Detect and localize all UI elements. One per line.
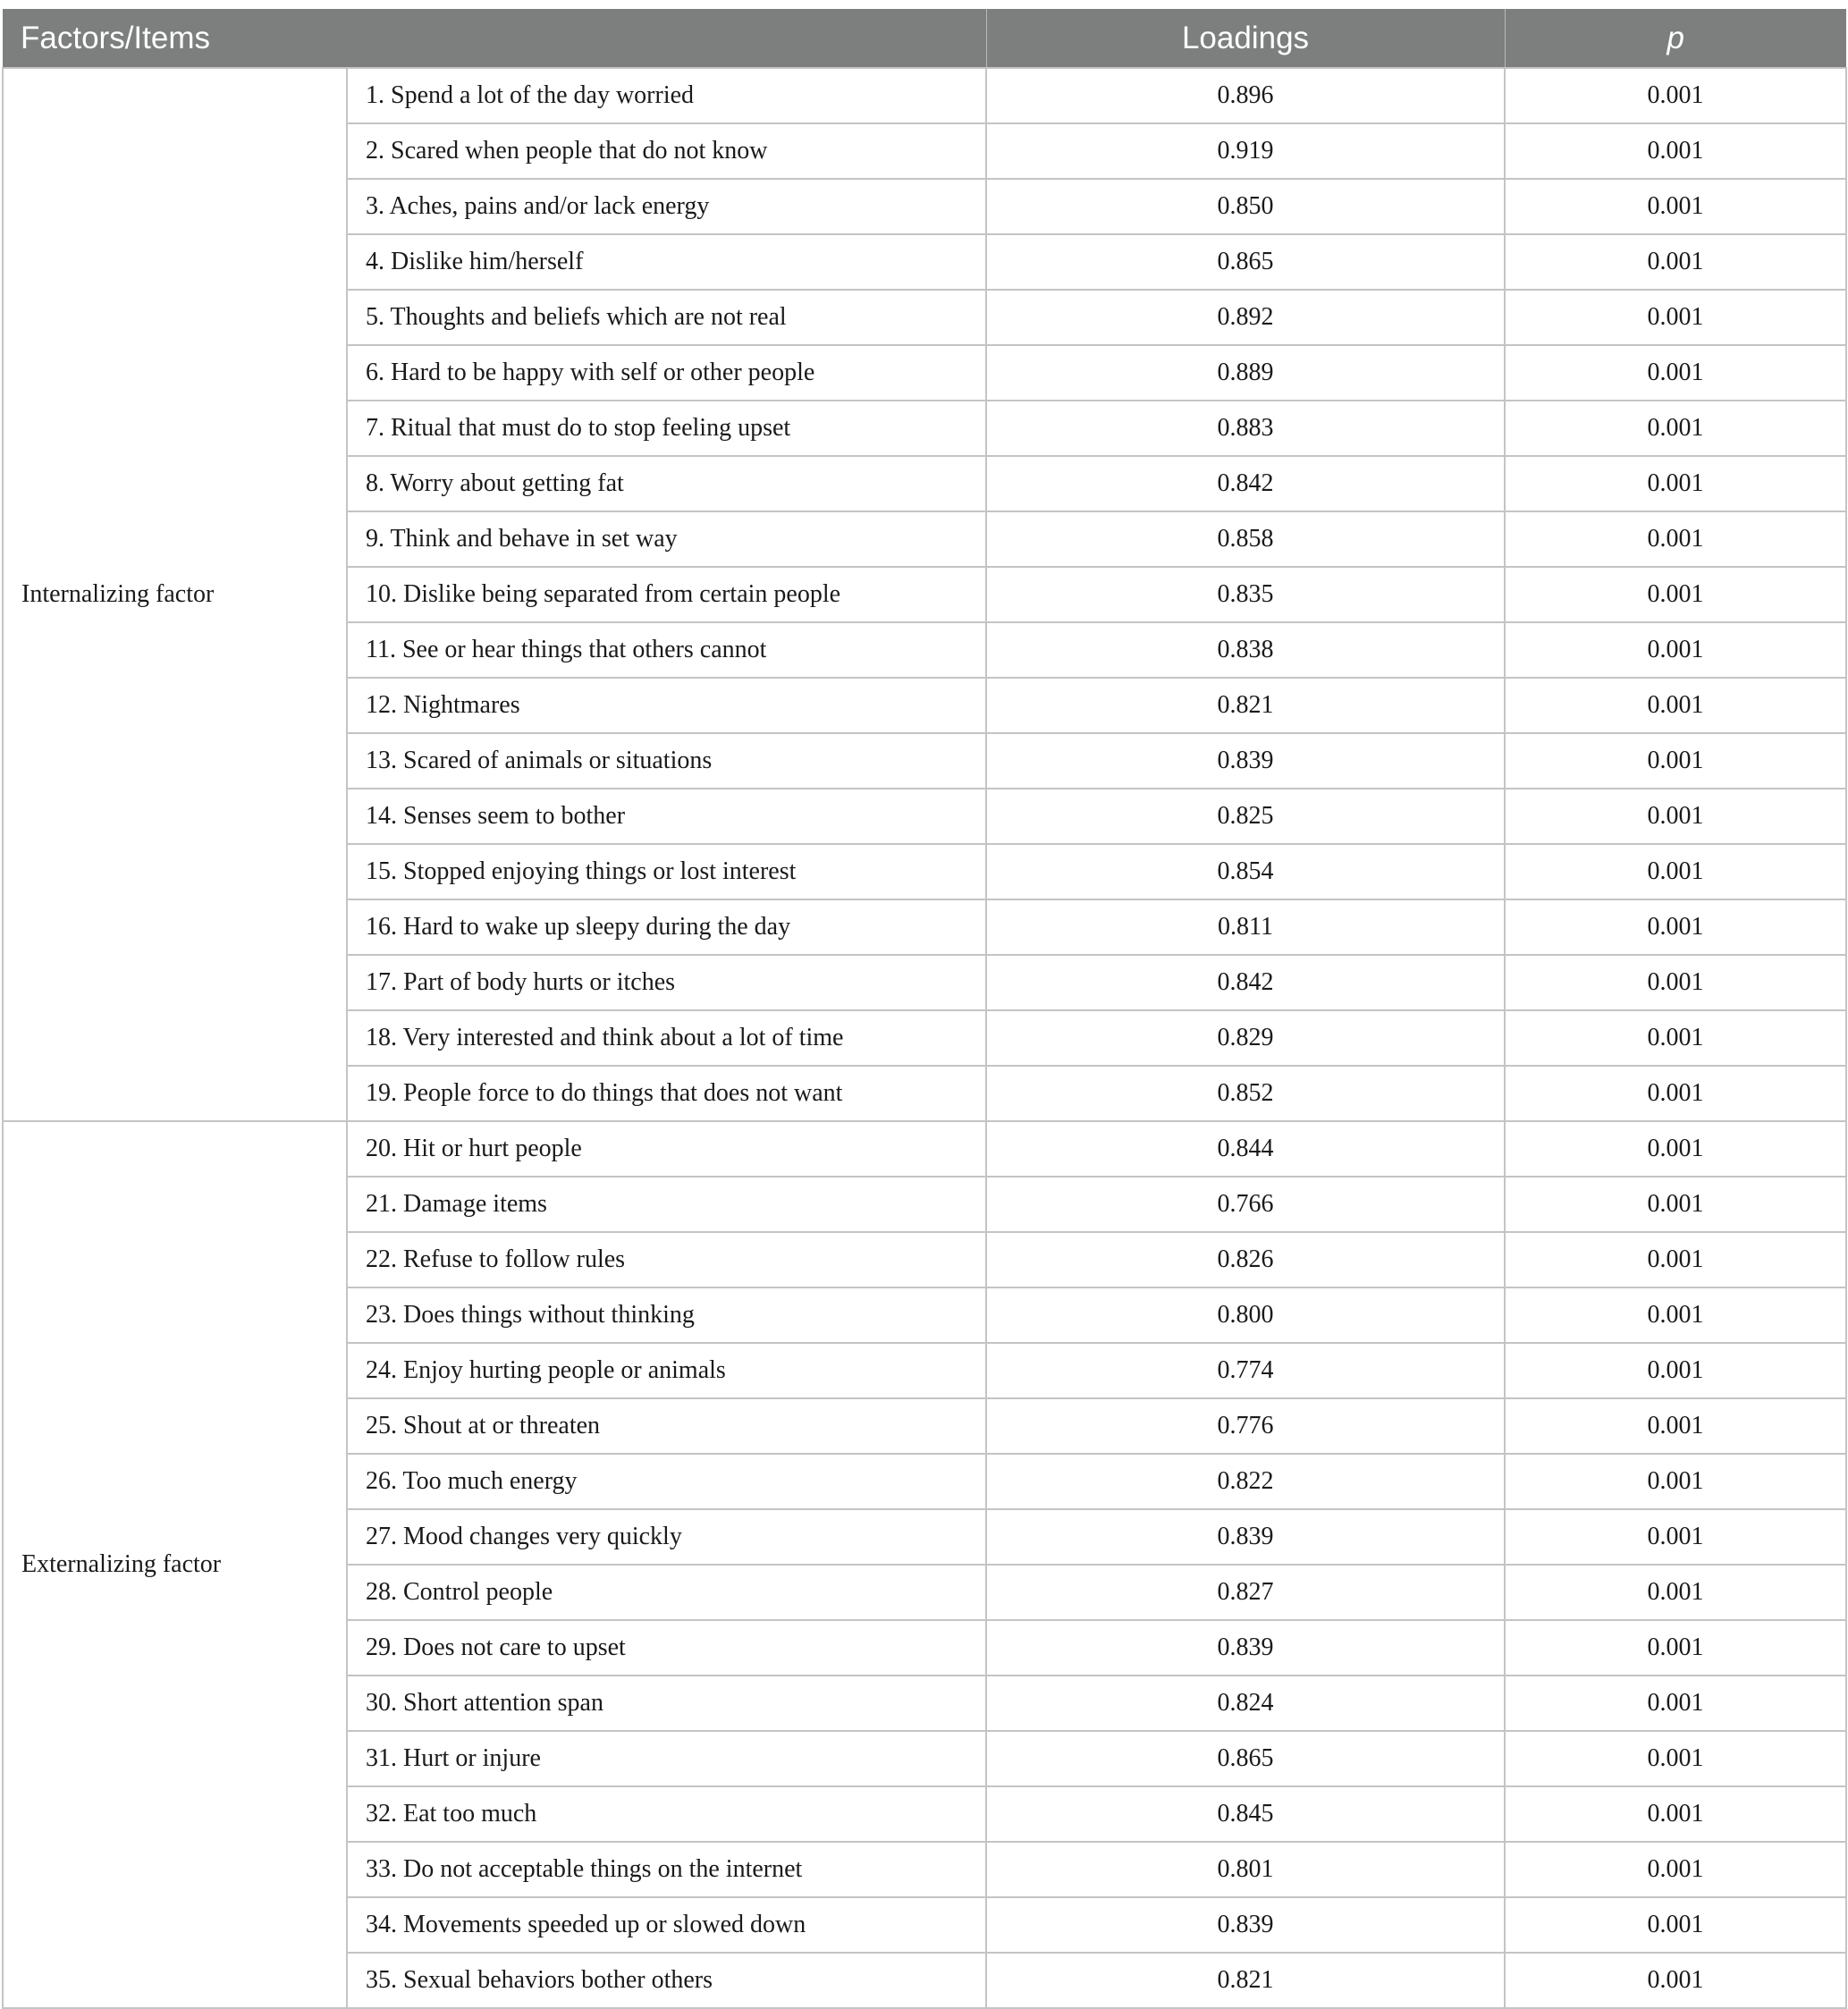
loading-value: 0.858 — [986, 511, 1505, 567]
item-label: 25. Shout at or threaten — [347, 1398, 986, 1454]
item-label: 26. Too much energy — [347, 1454, 986, 1509]
item-label: 4. Dislike him/herself — [347, 234, 986, 290]
header-loadings: Loadings — [986, 9, 1505, 68]
item-label: 30. Short attention span — [347, 1676, 986, 1731]
loading-value: 0.774 — [986, 1343, 1505, 1398]
item-label: 15. Stopped enjoying things or lost interest — [347, 844, 986, 899]
header-row — [3, 9, 1846, 68]
p-value: 0.001 — [1505, 1010, 1846, 1066]
p-value: 0.001 — [1505, 1897, 1846, 1953]
p-value: 0.001 — [1505, 1121, 1846, 1177]
item-label: 14. Senses seem to bother — [347, 789, 986, 844]
p-value: 0.001 — [1505, 290, 1846, 345]
loading-value: 0.865 — [986, 234, 1505, 290]
loading-value: 0.839 — [986, 733, 1505, 789]
p-value: 0.001 — [1505, 789, 1846, 844]
loading-value: 0.839 — [986, 1620, 1505, 1676]
p-value: 0.001 — [1505, 955, 1846, 1010]
loading-value: 0.829 — [986, 1010, 1505, 1066]
item-label: 1. Spend a lot of the day worried — [347, 68, 986, 123]
item-label: 27. Mood changes very quickly — [347, 1509, 986, 1565]
item-label: 6. Hard to be happy with self or other people — [347, 345, 986, 401]
loading-value: 0.826 — [986, 1232, 1505, 1287]
loading-value: 0.776 — [986, 1398, 1505, 1454]
p-value: 0.001 — [1505, 1343, 1846, 1398]
p-value: 0.001 — [1505, 1232, 1846, 1287]
p-value: 0.001 — [1505, 456, 1846, 511]
table-header — [3, 9, 1846, 68]
factor-label: Externalizing factor — [3, 1121, 347, 2008]
loading-value: 0.850 — [986, 179, 1505, 234]
item-label: 24. Enjoy hurting people or animals — [347, 1343, 986, 1398]
loading-value: 0.854 — [986, 844, 1505, 899]
p-value: 0.001 — [1505, 1398, 1846, 1454]
header-factors-items: Factors/Items — [3, 9, 986, 68]
p-value: 0.001 — [1505, 68, 1846, 123]
factor-loadings-table — [2, 9, 1847, 2009]
loading-value: 0.844 — [986, 1121, 1505, 1177]
loading-value: 0.838 — [986, 622, 1505, 678]
loading-value: 0.811 — [986, 899, 1505, 955]
loading-value: 0.822 — [986, 1454, 1505, 1509]
loading-value: 0.892 — [986, 290, 1505, 345]
p-value: 0.001 — [1505, 899, 1846, 955]
item-label: 17. Part of body hurts or itches — [347, 955, 986, 1010]
loading-value: 0.824 — [986, 1676, 1505, 1731]
p-value: 0.001 — [1505, 844, 1846, 899]
loading-value: 0.919 — [986, 123, 1505, 179]
loading-value: 0.889 — [986, 345, 1505, 401]
item-label: 28. Control people — [347, 1565, 986, 1620]
loading-value: 0.845 — [986, 1786, 1505, 1842]
item-label: 35. Sexual behaviors bother others — [347, 1953, 986, 2008]
loading-value: 0.839 — [986, 1509, 1505, 1565]
item-label: 16. Hard to wake up sleepy during the day — [347, 899, 986, 955]
loading-value: 0.852 — [986, 1066, 1505, 1121]
item-label: 31. Hurt or injure — [347, 1731, 986, 1786]
p-value: 0.001 — [1505, 345, 1846, 401]
item-label: 32. Eat too much — [347, 1786, 986, 1842]
p-value: 0.001 — [1505, 1287, 1846, 1343]
p-value: 0.001 — [1505, 1731, 1846, 1786]
loading-value: 0.800 — [986, 1287, 1505, 1343]
p-value: 0.001 — [1505, 1620, 1846, 1676]
loading-value: 0.842 — [986, 456, 1505, 511]
item-label: 10. Dislike being separated from certain people — [347, 567, 986, 622]
loading-value: 0.821 — [986, 1953, 1505, 2008]
p-value: 0.001 — [1505, 567, 1846, 622]
item-label: 7. Ritual that must do to stop feeling upset — [347, 401, 986, 456]
factor-label: Internalizing factor — [3, 68, 347, 1121]
item-label: 19. People force to do things that does not want — [347, 1066, 986, 1121]
loading-value: 0.896 — [986, 68, 1505, 123]
p-value: 0.001 — [1505, 234, 1846, 290]
table-body — [3, 68, 1846, 2008]
item-label: 12. Nightmares — [347, 678, 986, 733]
table-row — [3, 68, 1846, 123]
p-value: 0.001 — [1505, 1066, 1846, 1121]
p-value: 0.001 — [1505, 179, 1846, 234]
header-p-value: p — [1505, 9, 1846, 68]
p-value: 0.001 — [1505, 1565, 1846, 1620]
p-value: 0.001 — [1505, 1786, 1846, 1842]
item-label: 22. Refuse to follow rules — [347, 1232, 986, 1287]
item-label: 2. Scared when people that do not know — [347, 123, 986, 179]
p-value: 0.001 — [1505, 1676, 1846, 1731]
p-value: 0.001 — [1505, 1454, 1846, 1509]
item-label: 23. Does things without thinking — [347, 1287, 986, 1343]
item-label: 29. Does not care to upset — [347, 1620, 986, 1676]
p-value: 0.001 — [1505, 733, 1846, 789]
p-value: 0.001 — [1505, 622, 1846, 678]
loading-value: 0.883 — [986, 401, 1505, 456]
item-label: 8. Worry about getting fat — [347, 456, 986, 511]
p-value: 0.001 — [1505, 1509, 1846, 1565]
loading-value: 0.801 — [986, 1842, 1505, 1897]
p-value: 0.001 — [1505, 1177, 1846, 1232]
item-label: 9. Think and behave in set way — [347, 511, 986, 567]
item-label: 34. Movements speeded up or slowed down — [347, 1897, 986, 1953]
p-value: 0.001 — [1505, 678, 1846, 733]
loading-value: 0.835 — [986, 567, 1505, 622]
item-label: 13. Scared of animals or situations — [347, 733, 986, 789]
loading-value: 0.839 — [986, 1897, 1505, 1953]
item-label: 5. Thoughts and beliefs which are not real — [347, 290, 986, 345]
item-label: 21. Damage items — [347, 1177, 986, 1232]
p-value: 0.001 — [1505, 1953, 1846, 2008]
item-label: 33. Do not acceptable things on the internet — [347, 1842, 986, 1897]
p-value: 0.001 — [1505, 401, 1846, 456]
loading-value: 0.821 — [986, 678, 1505, 733]
item-label: 18. Very interested and think about a lot of time — [347, 1010, 986, 1066]
loading-value: 0.825 — [986, 789, 1505, 844]
loading-value: 0.766 — [986, 1177, 1505, 1232]
table-row — [3, 1121, 1846, 1177]
p-value: 0.001 — [1505, 123, 1846, 179]
p-value: 0.001 — [1505, 511, 1846, 567]
p-value: 0.001 — [1505, 1842, 1846, 1897]
loading-value: 0.827 — [986, 1565, 1505, 1620]
item-label: 3. Aches, pains and/or lack energy — [347, 179, 986, 234]
item-label: 11. See or hear things that others cannot — [347, 622, 986, 678]
loading-value: 0.842 — [986, 955, 1505, 1010]
item-label: 20. Hit or hurt people — [347, 1121, 986, 1177]
loading-value: 0.865 — [986, 1731, 1505, 1786]
